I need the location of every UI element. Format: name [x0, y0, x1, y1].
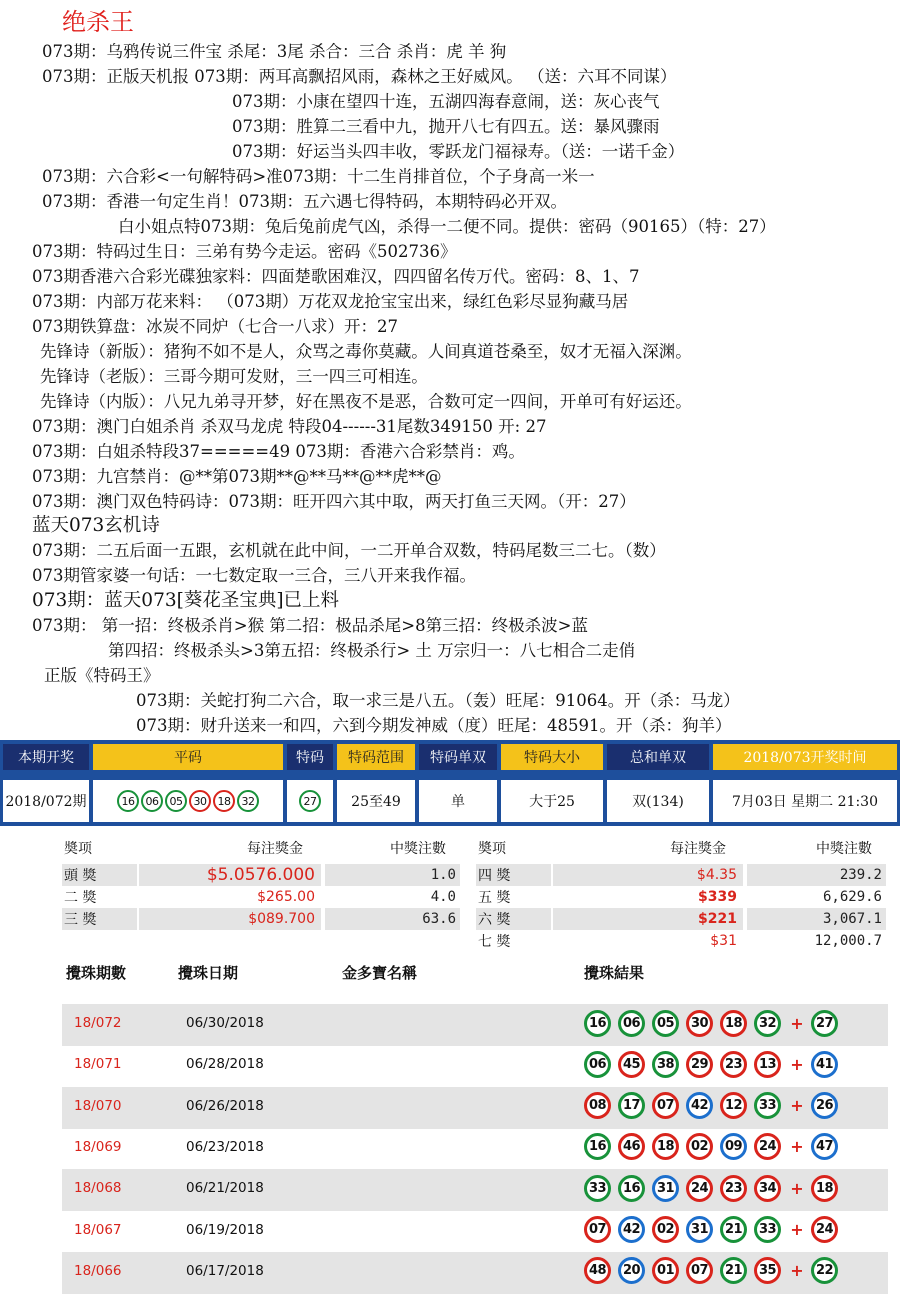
- header-sum-odd-even: 总和单双: [607, 744, 709, 770]
- number-ball: 24: [686, 1175, 713, 1202]
- number-ball: 16: [584, 1010, 611, 1037]
- number-ball: 18: [213, 790, 235, 812]
- plus-sign: +: [790, 1220, 804, 1239]
- number-ball: 34: [754, 1175, 781, 1202]
- number-ball: 06: [618, 1010, 645, 1037]
- history-result: [576, 1252, 888, 1290]
- number-ball: 23: [720, 1051, 747, 1078]
- regular-numbers: [93, 780, 283, 822]
- history-period: 18/072: [62, 1004, 180, 1042]
- prize-table-right: [476, 838, 888, 960]
- text-line: 073期：乌鸦传说三件宝 杀尾：3尾 杀合：三合 杀肖：虎 羊 狗: [42, 42, 507, 61]
- history-period: 18/071: [74, 1056, 122, 1073]
- prize-header-amount-right: 每注獎金: [670, 841, 726, 857]
- number-ball: 33: [584, 1175, 611, 1202]
- prize-amount: $31: [710, 933, 737, 949]
- history-winner-name: [334, 1004, 574, 1042]
- draw-result-bar: [0, 740, 900, 826]
- history-date: 06/28/2018: [186, 1056, 264, 1073]
- text-line: 073期：正版天机报 073期：两耳高飘招风雨，森林之王好威风。 （送：六耳不同谋）: [42, 67, 677, 86]
- text-line: 073期：二五后面一五跟，玄机就在此中间，一二开单合双数，特码尾数三二七。（数）: [32, 541, 666, 560]
- number-ball: 18: [720, 1010, 747, 1037]
- number-ball: 31: [686, 1216, 713, 1243]
- history-winner-name: [334, 1169, 574, 1207]
- history-result: [576, 1211, 888, 1249]
- header-next-draw-time: 2018/073开奖时间: [713, 744, 897, 770]
- number-ball: 12: [720, 1092, 747, 1119]
- history-result: [576, 1169, 888, 1207]
- prize-count: 3,067.1: [747, 908, 886, 930]
- number-ball: 20: [618, 1257, 645, 1284]
- history-period: 18/068: [62, 1169, 180, 1207]
- prize-table-left: [62, 838, 462, 938]
- text-line: 073期：特码过生日：三弟有势今走运。密码《502736》: [32, 242, 457, 261]
- prize-header-count: 中獎注數: [390, 841, 446, 857]
- history-date: 06/26/2018: [182, 1087, 332, 1125]
- special-size: 大于25: [501, 780, 603, 822]
- table-row: [62, 1211, 888, 1253]
- text-line: 先锋诗（新版）：猪狗不如不是人，众骂之毒你莫藏。人间真道苍桑至，奴才无福入深渊。: [40, 342, 692, 361]
- prize-count: 239.2: [747, 864, 886, 886]
- number-ball: 24: [754, 1133, 781, 1160]
- number-ball: 42: [686, 1092, 713, 1119]
- prize-name: 三 獎: [62, 908, 137, 930]
- number-ball: 06: [141, 790, 163, 812]
- text-line: 073期：财升送来一和四，六到今期发神威（度）旺尾：48591。开（杀：狗羊）: [136, 716, 732, 735]
- history-result: [576, 1045, 888, 1083]
- prize-amount: $339: [698, 889, 737, 905]
- header-special-size: 特码大小: [501, 744, 603, 770]
- number-ball: 26: [811, 1092, 838, 1119]
- text-line: 073期：六合彩<一句解特码>准073期：十二生肖排首位，个子身高一米一: [42, 167, 595, 186]
- prize-header-name: 奬项: [64, 841, 92, 857]
- number-ball: 21: [720, 1216, 747, 1243]
- text-line: 073期：香港一句定生肖！073期：五六遇七得特码，本期特码必开双。: [42, 192, 567, 211]
- table-row: [62, 1252, 888, 1294]
- number-ball: 46: [618, 1133, 645, 1160]
- number-ball: 07: [686, 1257, 713, 1284]
- history-header-date: 攪珠日期: [178, 964, 239, 982]
- history-result: [576, 1004, 888, 1042]
- number-ball: 16: [117, 790, 139, 812]
- prize-amount: $089.700: [139, 908, 321, 930]
- number-ball: 27: [811, 1010, 838, 1037]
- number-ball: 08: [584, 1092, 611, 1119]
- history-header-period: 攪珠期數: [66, 964, 127, 982]
- number-ball: 29: [686, 1051, 713, 1078]
- history-winner-name: [334, 1128, 574, 1166]
- draw-period: 2018/072期: [3, 780, 89, 822]
- text-line: 073期：小康在望四十连，五湖四海春意闹，送：灰心丧气: [232, 92, 660, 111]
- page-title: 绝杀王: [62, 8, 134, 36]
- plus-sign: +: [790, 1054, 804, 1074]
- prize-name: 五 獎: [478, 890, 511, 906]
- number-ball: 24: [811, 1216, 838, 1243]
- prize-amount: $265.00: [257, 889, 315, 905]
- text-line: 073期：澳门白姐杀肖 杀双马龙虎 特段04------31尾数349150 开: 27: [32, 417, 547, 436]
- text-line: 073期：好运当头四丰收，零跃龙门福禄寿。（送：一诺千金）: [232, 142, 685, 161]
- number-ball: 35: [754, 1257, 781, 1284]
- history-header-result: 攪珠結果: [584, 964, 645, 982]
- number-ball: 45: [618, 1051, 645, 1078]
- number-ball: 30: [189, 790, 211, 812]
- table-row: [62, 1169, 888, 1211]
- text-line: 073期：澳门双色特码诗：073期：旺开四六其中取，两天打鱼三天网。（开：27）: [32, 492, 636, 511]
- history-winner-name: [334, 1087, 574, 1125]
- number-ball: 33: [754, 1092, 781, 1119]
- sum-odd-even: 双(134): [607, 780, 709, 822]
- number-ball: 21: [720, 1257, 747, 1284]
- history-period: 18/069: [74, 1138, 122, 1155]
- number-ball: 23: [720, 1175, 747, 1202]
- text-line: 正版《特码王》: [44, 666, 160, 685]
- header-current-draw: 本期开奖: [3, 744, 89, 770]
- number-ball: 47: [811, 1133, 838, 1160]
- number-ball: 09: [720, 1133, 747, 1160]
- number-ball: 32: [754, 1010, 781, 1037]
- number-ball: 30: [686, 1010, 713, 1037]
- number-ball: 48: [584, 1257, 611, 1284]
- number-ball: 16: [618, 1175, 645, 1202]
- text-line: 073期：胜算二三看中九，抛开八七有四五。送：暴风骤雨: [232, 117, 660, 136]
- number-ball: 06: [584, 1051, 611, 1078]
- text-line: 先锋诗（内版）：八兄九弟寻开梦，好在黑夜不是恶，合数可定一四间，开单可有好运还。: [40, 392, 692, 411]
- prize-name: 四 獎: [476, 864, 551, 886]
- prize-count: 63.6: [325, 908, 460, 930]
- number-ball: 01: [652, 1257, 679, 1284]
- history-period: 18/070: [62, 1087, 180, 1125]
- history-winner-name: [334, 1252, 574, 1290]
- number-ball: 38: [652, 1051, 679, 1078]
- special-number: [287, 780, 333, 822]
- number-ball: 41: [811, 1051, 838, 1078]
- header-special-number: 特码: [287, 744, 333, 770]
- prize-count: 6,629.6: [822, 889, 882, 905]
- text-line: 073期铁算盘：冰炭不同炉（七合一八求）开：27: [32, 317, 398, 336]
- number-ball: 05: [165, 790, 187, 812]
- table-row: [62, 1128, 888, 1170]
- plus-sign: +: [790, 1261, 804, 1281]
- plus-sign: +: [790, 1178, 804, 1198]
- number-ball: 02: [652, 1216, 679, 1243]
- number-ball: 27: [299, 790, 321, 812]
- text-line: 073期管家婆一句话：一七数定取一三合，三八开来我作福。: [32, 566, 476, 585]
- text-line: 073期：白姐杀特段37=====49 073期：香港六合彩禁肖：鸡。: [32, 442, 525, 461]
- history-date: 06/21/2018: [182, 1169, 332, 1207]
- plus-sign: +: [790, 1137, 804, 1157]
- history-result: [576, 1128, 888, 1166]
- header-regular-numbers: 平码: [93, 744, 283, 770]
- special-odd-even: 单: [419, 780, 497, 822]
- next-draw-time: 7月03日 星期二 21:30: [713, 780, 897, 822]
- history-winner-name: [334, 1211, 574, 1249]
- prize-header-count-right: 中獎注數: [816, 841, 872, 857]
- prize-amount: $221: [553, 908, 743, 930]
- table-row: [62, 1087, 888, 1129]
- special-range: 25至49: [337, 780, 415, 822]
- prize-name: 頭 獎: [62, 864, 137, 886]
- history-result: [576, 1087, 888, 1125]
- number-ball: 32: [237, 790, 259, 812]
- number-ball: 16: [584, 1133, 611, 1160]
- history-period: 18/067: [74, 1221, 122, 1238]
- text-line: 第四招：终极杀头>3第五招：终极杀行> 土 万宗归一：八七相合二走俏: [108, 641, 636, 660]
- text-line: 073期：九宫禁肖：@**第073期**@**马**@**虎**@: [32, 467, 442, 486]
- prize-header-name-right: 奬项: [478, 841, 506, 857]
- prize-name: 六 獎: [476, 908, 551, 930]
- number-ball: 18: [811, 1175, 838, 1202]
- table-row: [62, 1045, 888, 1087]
- prize-amount: $4.35: [553, 864, 743, 886]
- number-ball: 02: [686, 1133, 713, 1160]
- number-ball: 07: [584, 1216, 611, 1243]
- number-ball: 07: [652, 1092, 679, 1119]
- history-date: 06/30/2018: [182, 1004, 332, 1042]
- prize-name: 二 獎: [64, 890, 97, 906]
- prize-header-amount: 每注獎金: [247, 841, 303, 857]
- history-date: 06/17/2018: [182, 1252, 332, 1290]
- number-ball: 33: [754, 1216, 781, 1243]
- prize-count: 4.0: [430, 889, 456, 905]
- text-line: 073期：关蛇打狗二六合，取一求三是八五。（轰）旺尾：91064。开（杀：马龙）: [136, 691, 740, 710]
- history-date: 06/23/2018: [186, 1138, 264, 1155]
- plus-sign: +: [790, 1096, 804, 1116]
- number-ball: 05: [652, 1010, 679, 1037]
- number-ball: 17: [618, 1092, 645, 1119]
- plus-sign: +: [790, 1013, 804, 1033]
- number-ball: 18: [652, 1133, 679, 1160]
- prize-name: 七 獎: [478, 934, 511, 950]
- text-line: 白小姐点特073期：兔后兔前虎气凶，杀得一二便不同。提供：密码（90165）（特：27）: [118, 217, 776, 236]
- prize-count: 1.0: [325, 864, 460, 886]
- text-line: 先锋诗（老版）：三哥今期可发财，三一四三可相连。: [40, 367, 428, 386]
- prize-amount: $5.0576.000: [139, 864, 321, 886]
- table-row: [62, 1004, 888, 1046]
- header-special-odd-even: 特码单双: [419, 744, 497, 770]
- text-line: 073期香港六合彩光碟独家料：四面楚歌困难汉，四四留名传万代。密码：8、1、7: [32, 267, 640, 286]
- number-ball: 13: [754, 1051, 781, 1078]
- history-winner-name: [334, 1045, 574, 1083]
- history-period: 18/066: [62, 1252, 180, 1290]
- text-line: 073期：蓝天073[葵花圣宝典]已上料: [32, 590, 340, 611]
- history-header-name: 金多寶名稱: [342, 964, 418, 982]
- prize-count: 12,000.7: [814, 933, 882, 949]
- text-line: 蓝天073玄机诗: [32, 515, 160, 536]
- history-date: 06/19/2018: [186, 1221, 264, 1238]
- number-ball: 42: [618, 1216, 645, 1243]
- header-special-range: 特码范围: [337, 744, 415, 770]
- text-line: 073期： 第一招：终极杀肖>猴 第二招：极品杀尾>8第三招：终极杀波>蓝: [32, 616, 588, 635]
- number-ball: 22: [811, 1257, 838, 1284]
- number-ball: 31: [652, 1175, 679, 1202]
- text-line: 073期：内部万花来料： （073期）万花双龙抢宝宝出来，绿红色彩尽显狗藏马居: [32, 292, 629, 311]
